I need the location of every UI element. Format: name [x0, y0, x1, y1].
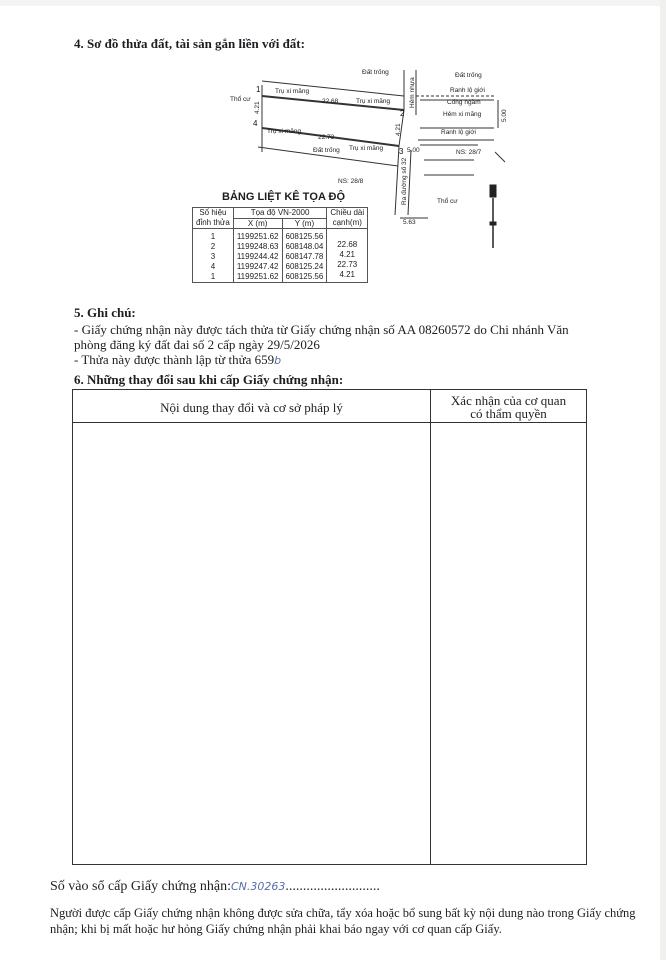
registry-handwritten: CN.30263 — [231, 880, 286, 893]
svg-text:Ranh lộ giới: Ranh lộ giới — [450, 87, 485, 94]
note-line-3-text: - Thửa này được thành lập từ thửa 659 — [74, 352, 275, 367]
registry-number — [50, 879, 380, 895]
col-header-confirmation-1: Xác nhận của cơ quan — [450, 393, 567, 408]
handwritten-mark: b — [274, 354, 282, 367]
svg-text:Trụ xi măng: Trụ xi măng — [267, 128, 302, 135]
point-1-label: 1 — [256, 85, 261, 94]
svg-text:5.63: 5.63 — [403, 219, 416, 226]
svg-text:Thổ cư: Thổ cư — [437, 198, 458, 205]
note-line-3 — [74, 352, 281, 368]
svg-text:Ra đường số 32: Ra đường số 32 — [401, 157, 408, 205]
note-line-2: phòng đăng ký đất đai số 2 cấp ngày 29/5/2026 — [74, 337, 320, 352]
head-y: Y (m) — [282, 218, 327, 229]
note-line-1: - Giấy chứng nhận này được tách thửa từ Giấy chứng nhận số AA 08260572 do Chi nhánh Văn — [74, 322, 569, 337]
section-6-title: 6. Những thay đổi sau khi cấp Giấy chứng nhận: — [74, 372, 344, 387]
north-arrow-icon — [490, 185, 496, 248]
point-2-label: 2 — [400, 109, 405, 118]
y-cell: 608147.78 — [285, 252, 324, 261]
registry-label: Số vào sổ cấp Giấy chứng nhận: — [50, 879, 231, 894]
x-cell: 1199251.62 — [236, 272, 279, 281]
head-system: Tọa độ VN-2000 — [233, 208, 327, 219]
x-cell: 1199247.42 — [236, 262, 279, 271]
y-cell: 608148.04 — [285, 242, 324, 251]
section-4-title: 4. Sơ đồ thửa đất, tài sản gắn liền với đất: — [74, 36, 305, 51]
coord-table — [192, 207, 368, 283]
svg-text:Ranh lộ giới: Ranh lộ giới — [441, 129, 476, 136]
svg-text:4.21: 4.21 — [395, 123, 402, 136]
x-cell: 1199251.62 — [236, 232, 279, 241]
col-header-confirmation-2: có thẩm quyền — [470, 406, 547, 421]
col-header-confirmation — [431, 394, 586, 420]
table-row: 4 — [210, 262, 216, 271]
svg-text:Đất trống: Đất trống — [313, 147, 340, 154]
svg-text:Trụ xi măng: Trụ xi măng — [349, 145, 384, 152]
point-4-label: 4 — [253, 119, 258, 128]
point-3-label: 3 — [399, 147, 404, 156]
page-edge — [0, 0, 666, 6]
header-divider — [73, 422, 586, 423]
svg-text:Thổ cư: Thổ cư — [230, 96, 251, 103]
changes-column-content — [73, 390, 431, 864]
x-cell: 1199248.63 — [236, 242, 279, 251]
length-cell: 4.21 — [339, 269, 356, 279]
svg-text:Đất trống: Đất trống — [362, 69, 389, 76]
y-cell: 608125.56 — [285, 232, 324, 241]
svg-text:NS: 28/8: NS: 28/8 — [338, 178, 364, 185]
head-len-2: cạnh(m) — [332, 218, 362, 227]
svg-text:Hẻm xi măng: Hẻm xi măng — [443, 111, 482, 118]
y-cell: 608125.24 — [285, 262, 324, 271]
col-header-content: Nội dung thay đổi và cơ sở pháp lý — [160, 400, 343, 415]
x-cell: 1199244.42 — [236, 252, 279, 261]
svg-text:4.21: 4.21 — [254, 101, 261, 114]
table-row: 1 — [210, 232, 216, 241]
svg-text:Hẻm nhựa: Hẻm nhựa — [409, 77, 416, 108]
head-point-1: Số hiệu — [199, 208, 227, 217]
length-cell: 22.73 — [337, 259, 358, 269]
y-cell: 608125.56 — [285, 272, 324, 281]
coord-table-title: BẢNG LIỆT KÊ TỌA ĐỘ — [222, 191, 346, 203]
svg-text:Trụ xi măng: Trụ xi măng — [356, 98, 391, 105]
table-row: 1 — [210, 272, 216, 281]
length-cell: 22.68 — [337, 239, 358, 249]
svg-text:5.00: 5.00 — [407, 147, 420, 154]
head-len-1: Chiều dài — [330, 208, 365, 217]
head-point-2: đỉnh thửa — [196, 218, 230, 227]
svg-text:5.00: 5.00 — [501, 109, 508, 122]
length-cell: 4.21 — [339, 249, 356, 259]
table-row: 3 — [210, 252, 216, 261]
footer-warning: Người được cấp Giấy chứng nhận không được sửa chữa, tẩy xóa hoặc bổ sung bất kỳ nội dung nào trong Giấy chứng nhận; khi bị mất hoặc hư hỏng Giấy chứng nhận phải khai báo ngay với cơ quan cấp Giấy. — [50, 906, 636, 936]
head-x: X (m) — [233, 218, 282, 229]
svg-text:Cống ngầm: Cống ngầm — [447, 99, 481, 106]
changes-table — [72, 389, 587, 865]
svg-text:22.73: 22.73 — [318, 134, 335, 141]
svg-text:Đất trống: Đất trống — [455, 72, 482, 79]
section-5-title: 5. Ghi chú: — [74, 305, 136, 320]
svg-text:NS: 28/7: NS: 28/7 — [456, 149, 482, 156]
svg-text:Trụ xi măng: Trụ xi măng — [275, 88, 310, 95]
registry-dots: ........................... — [285, 879, 380, 894]
svg-text:22.68: 22.68 — [322, 98, 339, 105]
table-row: 2 — [210, 242, 216, 251]
